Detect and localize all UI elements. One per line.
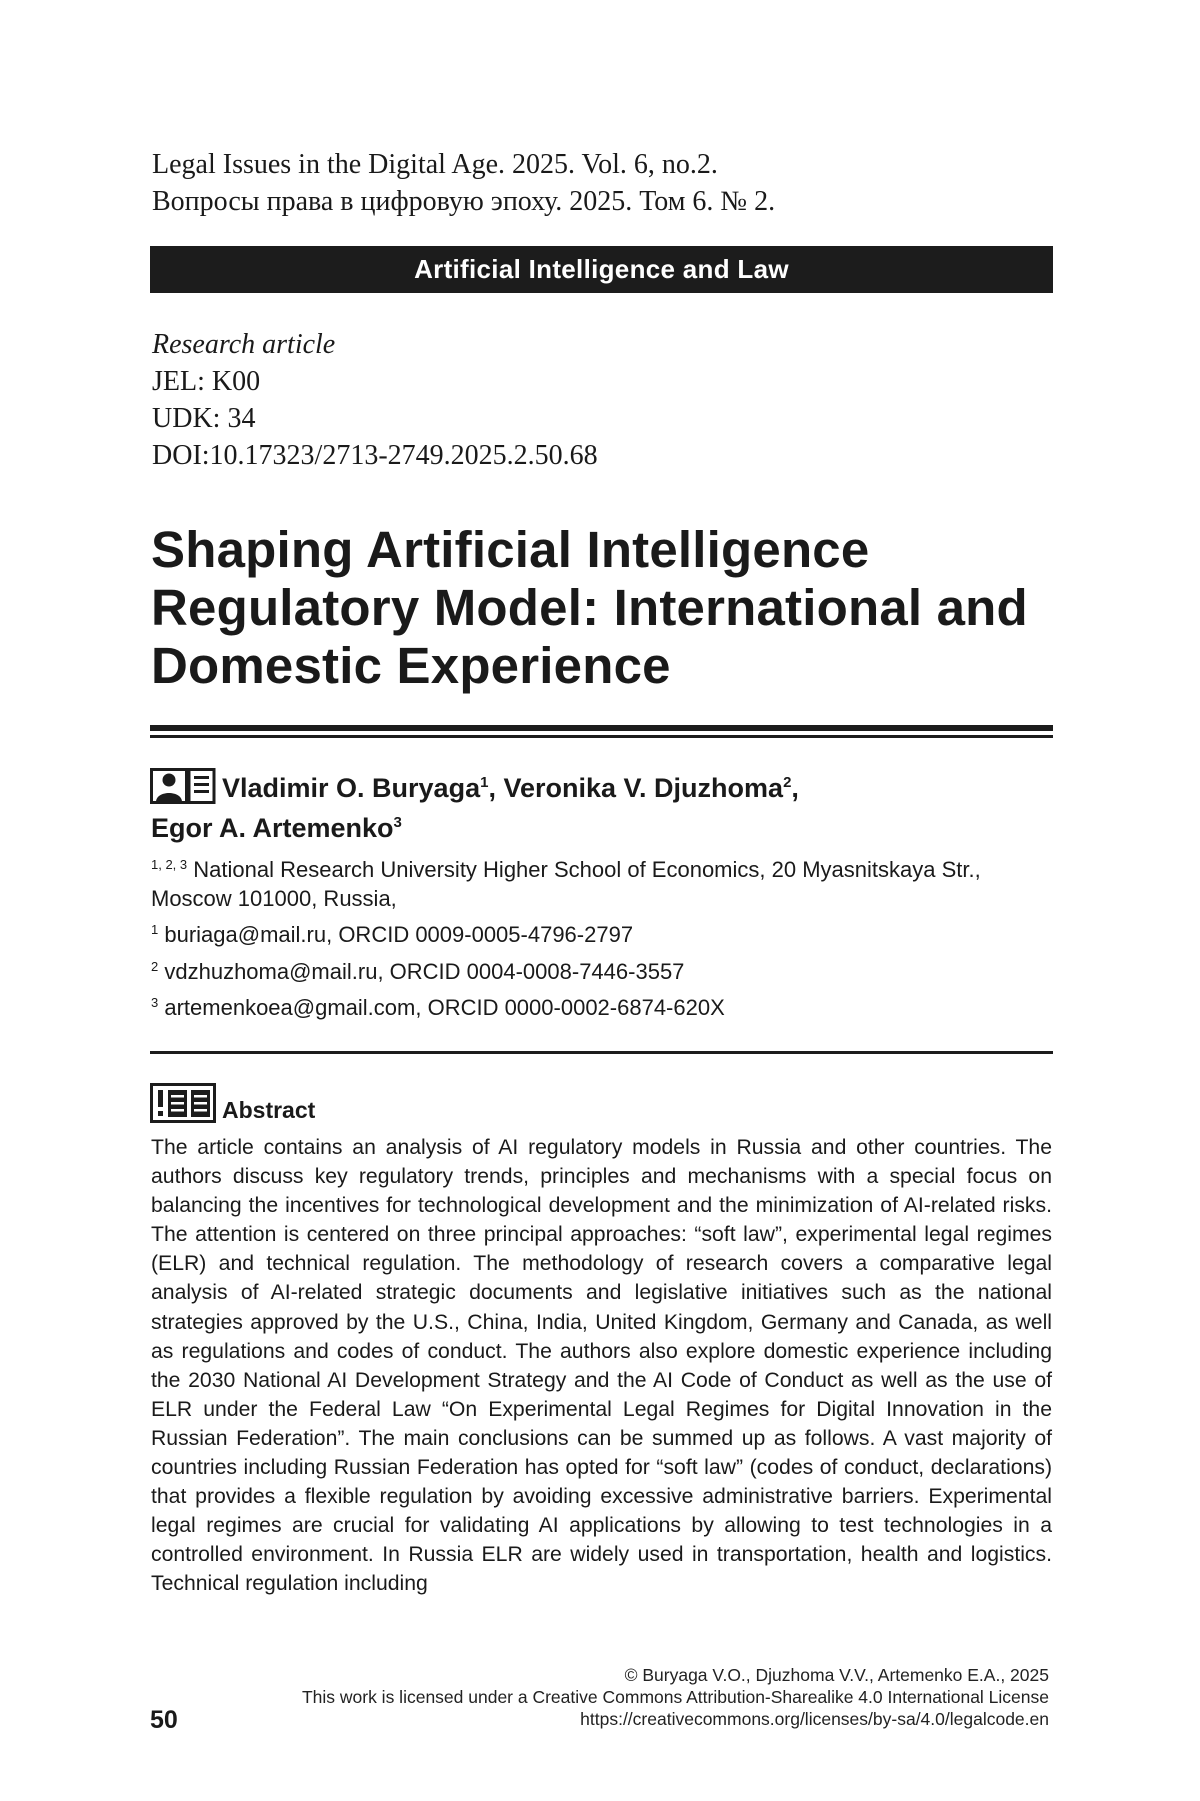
author-ref: 1	[480, 774, 489, 791]
journal-line-ru: Вопросы права в цифровую эпоху. 2025. Том 6. № 2.	[152, 186, 776, 217]
abstract-heading: Abstract	[222, 1097, 316, 1123]
journal-header	[152, 146, 775, 220]
title-rule-lower	[150, 735, 1053, 738]
article-page	[150, 0, 1053, 1801]
authors-line-2	[151, 808, 402, 848]
authors-line-1: Vladimir O. Buryaga$^1$, Veronika V. Djuzhoma$^2$,	[222, 773, 799, 803]
author-card-icon	[150, 768, 216, 804]
udk-code: UDK: 34	[152, 403, 256, 434]
affiliation	[151, 855, 1053, 913]
license-footer	[302, 1664, 1049, 1730]
doi: DOI:10.17323/2713-2749.2025.2.50.68	[152, 440, 598, 471]
contact-text: buriaga@mail.ru, ORCID 0009-0005-4796-2797	[164, 922, 634, 947]
article-meta	[152, 326, 598, 474]
author-name: Egor A. Artemenko	[151, 813, 394, 843]
license-text: This work is licensed under a Creative Commons Attribution-Sharealike 4.0 International License	[301, 1687, 1049, 1707]
abstract-text: The article contains an analysis of AI regulatory models in Russia and other countries. The authors discuss key regulatory trends, principles and mechanisms with a special focus on balancing the incentives for technological development and the minimization of AI-related risks. The attention is centered on three principal approaches: “soft law”, experimental legal regimes (ELR) and technical regulation. The methodology of research covers a comparative legal analysis of AI-related strategic documents and legislative initiatives such as the national strategies approved by the U.S., China, India, United Kingdom, Germany and Canada, as well as regulations and codes of conduct. The authors also explore domestic experience including the 2030 National AI Development Strategy and the AI Code of Conduct as well as the use of ELR under the Federal Law “On Experimental Legal Regimes for Digital Innovation in the Russian Federation”. The main conclusions can be summed up as follows. A vast majority of countries including Russian Federation has opted for “soft law” (codes of conduct, declarations) that provides a flexible regulation by avoiding excessive administrative barriers. Experimental legal regimes are crucial for validating AI applications by allowing to test technologies in a controlled environment. In Russia ELR are widely used in transportation, health and logistics. Technical regulation including	[151, 1136, 1052, 1596]
affiliation-refs: 1, 2, 3	[151, 857, 188, 872]
contact-line: $^1$ buriaga@mail.ru, ORCID 0009-0005-4796-2797	[151, 922, 634, 947]
license-url[interactable]: https://creativecommons.org/licenses/by-sa/4.0/legalcode.en	[580, 1709, 1049, 1729]
jel-code: JEL: K00	[152, 366, 261, 397]
article-type: Research article	[152, 329, 336, 360]
authors-rule	[150, 1051, 1053, 1054]
contact-text: artemenkoea@gmail.com, ORCID 0000-0002-6874-620X	[164, 995, 725, 1020]
contact-text: vdzhuzhoma@mail.ru, ORCID 0004-0008-7446-3557	[164, 959, 685, 984]
journal-line-en: Legal Issues in the Digital Age. 2025. Vol. 6, no.2.	[152, 149, 718, 180]
author-name: Veronika V. Djuzhoma	[503, 773, 784, 803]
author-ref: 2	[783, 774, 792, 791]
page-number: 50	[150, 1706, 178, 1734]
affiliation-text: National Research University Higher School of Economics, 20 Myasnitskaya Str., Moscow 101000, Russia,	[151, 857, 981, 911]
title-rule-upper	[150, 725, 1053, 731]
section-banner: Artificial Intelligence and Law	[150, 246, 1053, 293]
contact-line: $^3$ artemenkoea@gmail.com, ORCID 0000-0002-6874-620X	[151, 995, 725, 1020]
abstract-list-icon	[150, 1083, 216, 1123]
contact-line: $^2$ vdzhuzhoma@mail.ru, ORCID 0004-0008-7446-3557	[151, 959, 685, 984]
copyright: © Buryaga V.O., Djuzhoma V.V., Artemenko E.A., 2025	[624, 1665, 1049, 1685]
article-title: Shaping Artificial Intelligence Regulatory Model: International and Domestic Experience	[151, 521, 1028, 694]
author-name: Vladimir O. Buryaga	[222, 773, 481, 803]
author-ref: 3	[393, 814, 402, 831]
